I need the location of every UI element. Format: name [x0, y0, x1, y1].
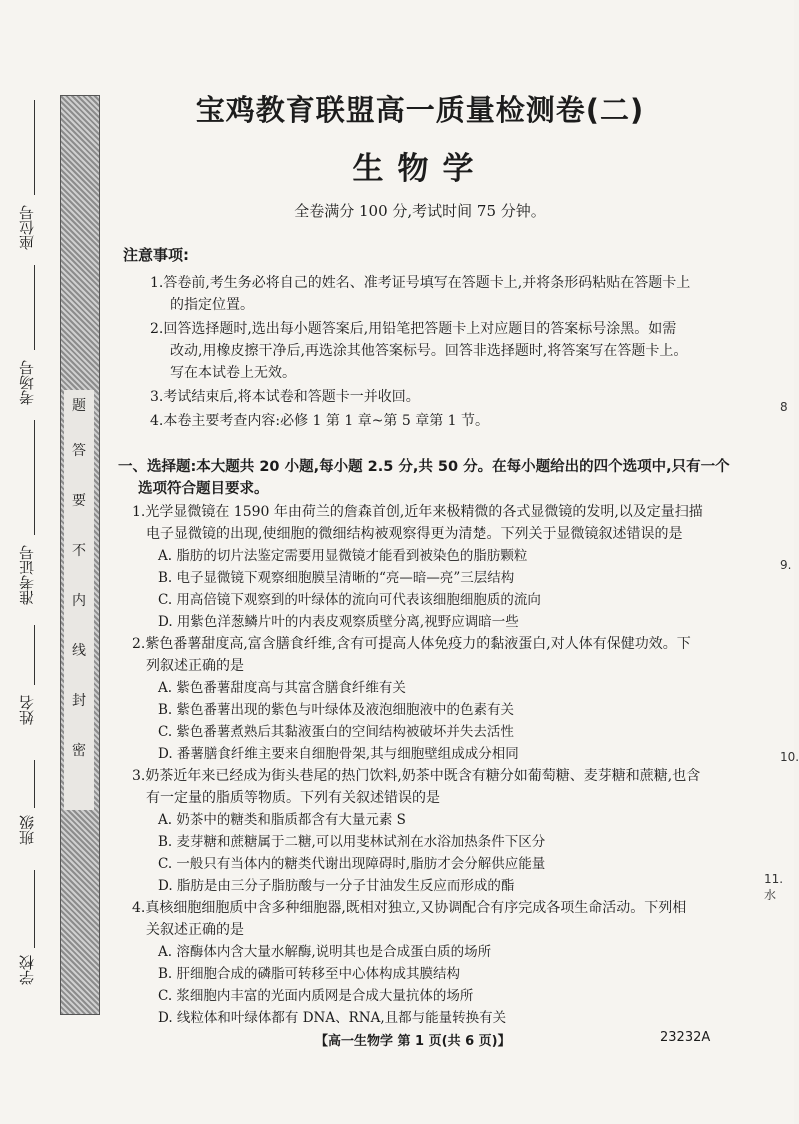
- school-line: [34, 870, 35, 948]
- option-a: A. 溶酶体内含大量水解酶,说明其也是合成蛋白质的场所: [158, 944, 492, 960]
- score-line: 全卷满分 100 分,考试时间 75 分钟。: [294, 202, 546, 220]
- paper-code: 23232A: [660, 1030, 711, 1045]
- option-d: D. 用紫色洋葱鳞片叶的内表皮观察质壁分离,视野应调暗一些: [158, 614, 519, 630]
- seat-number-line: [34, 100, 35, 195]
- edge-mark: 10.: [780, 750, 799, 764]
- notice-line: 写在本试卷上无效。: [170, 365, 296, 381]
- option-d: D. 脂肪是由三分子脂肪酸与一分子甘油发生反应而形成的酯: [158, 878, 515, 894]
- exam-room-line: [34, 265, 35, 350]
- question-stem: 有一定量的脂质等物质。下列有关叙述错误的是: [146, 790, 440, 806]
- option-b: B. 麦芽糖和蔗糖属于二糖,可以用斐林试剂在水浴加热条件下区分: [158, 834, 546, 850]
- option-d: D. 线粒体和叶绿体都有 DNA、RNA,且都与能量转换有关: [158, 1010, 507, 1026]
- section-heading: 一、选择题:本大题共 20 小题,每小题 2.5 分,共 50 分。在每小题给出的四个选项中,只有一个: [118, 459, 730, 475]
- option-b: B. 紫色番薯出现的紫色与叶绿体及液泡细胞液中的色素有关: [158, 702, 515, 718]
- notice-line: 改动,用橡皮擦干净后,再选涂其他答案标号。回答非选择题时,将答案写在答题卡上。: [170, 343, 688, 359]
- edge-mark: 9.: [780, 558, 792, 572]
- edge-mark: 11. 水: [764, 872, 784, 902]
- question-stem: 电子显微镜的出现,使细胞的微细结构被观察得更为清楚。下列关于显微镜叙述错误的是: [146, 526, 683, 542]
- edge-mark: 8: [780, 400, 788, 414]
- class-label: 班级: [18, 815, 36, 845]
- class-line: [34, 760, 35, 808]
- option-c: C. 紫色番薯煮熟后其黏液蛋白的空间结构被破坏并失去活性: [158, 724, 514, 740]
- subject-title: 生物学: [352, 151, 488, 187]
- notice-line: 的指定位置。: [170, 297, 254, 313]
- option-b: B. 肝细胞合成的磷脂可转移至中心体构成其膜结构: [158, 966, 461, 982]
- notice-line: 4.本卷主要考查内容:必修 1 第 1 章~第 5 章第 1 节。: [150, 413, 490, 429]
- name-line: [34, 625, 35, 685]
- strip-word: 题: [72, 398, 86, 414]
- name-label: 姓名: [18, 695, 36, 725]
- question-stem: 列叙述正确的是: [146, 658, 244, 674]
- strip-word: 线: [72, 643, 86, 659]
- ticket-number-line: [34, 420, 35, 535]
- question-stem: 关叙述正确的是: [146, 922, 244, 938]
- school-label: 学校: [18, 955, 36, 985]
- question-stem: 1.光学显微镜在 1590 年由荷兰的詹森首创,近年来极精微的各式显微镜的发明,以及定量扫描: [132, 504, 703, 520]
- notice-heading: 注意事项:: [123, 246, 189, 264]
- strip-word: 内: [72, 593, 86, 609]
- strip-word: 要: [72, 493, 86, 509]
- exam-room-label: 考场号: [18, 360, 36, 405]
- page-title: 宝鸡教育联盟高一质量检测卷(二): [195, 93, 645, 127]
- strip-word: 密: [72, 743, 86, 759]
- option-c: C. 浆细胞内丰富的光面内质网是合成大量抗体的场所: [158, 988, 474, 1004]
- option-b: B. 电子显微镜下观察细胞膜呈清晰的“亮—暗—亮”三层结构: [158, 570, 515, 586]
- option-c: C. 用高倍镜下观察到的叶绿体的流向可代表该细胞细胞质的流向: [158, 592, 541, 608]
- strip-word: 答: [72, 443, 86, 459]
- notice-line: 2.回答选择题时,选出每小题答案后,用铅笔把答题卡上对应题目的答案标号涂黑。如需: [150, 321, 677, 337]
- option-a: A. 脂肪的切片法鉴定需要用显微镜才能看到被染色的脂肪颗粒: [158, 548, 528, 564]
- option-a: A. 奶茶中的糖类和脂质都含有大量元素 S: [158, 812, 406, 828]
- section-heading: 选项符合题目要求。: [138, 481, 269, 497]
- question-stem: 2.紫色番薯甜度高,富含膳食纤维,含有可提高人体免疫力的黏液蛋白,对人体有保健功效。下: [132, 636, 691, 652]
- question-stem: 4.真核细胞细胞质中含多种细胞器,既相对独立,又协调配合有序完成各项生命活动。下列相: [132, 900, 687, 916]
- strip-word: 封: [72, 693, 86, 709]
- option-a: A. 紫色番薯甜度高与其富含膳食纤维有关: [158, 680, 406, 696]
- option-c: C. 一般只有当体内的糖类代谢出现障碍时,脂肪才会分解供应能量: [158, 856, 546, 872]
- option-d: D. 番薯膳食纤维主要来自细胞骨架,其与细胞壁组成成分相同: [158, 746, 519, 762]
- strip-word: 不: [72, 543, 86, 559]
- page-footer: 【高一生物学 第 1 页(共 6 页)】: [315, 1034, 511, 1049]
- question-stem: 3.奶茶近年来已经成为街头巷尾的热门饮料,奶茶中既含有糖分如葡萄糖、麦芽糖和蔗糖,也含: [132, 768, 701, 784]
- seat-number-label: 座位号: [18, 205, 36, 250]
- notice-line: 1.答卷前,考生务必将自己的姓名、准考证号填写在答题卡上,并将条形码粘贴在答题卡上: [150, 275, 691, 291]
- notice-line: 3.考试结束后,将本试卷和答题卡一并收回。: [150, 389, 420, 405]
- ticket-number-label: 准考证号: [18, 545, 36, 605]
